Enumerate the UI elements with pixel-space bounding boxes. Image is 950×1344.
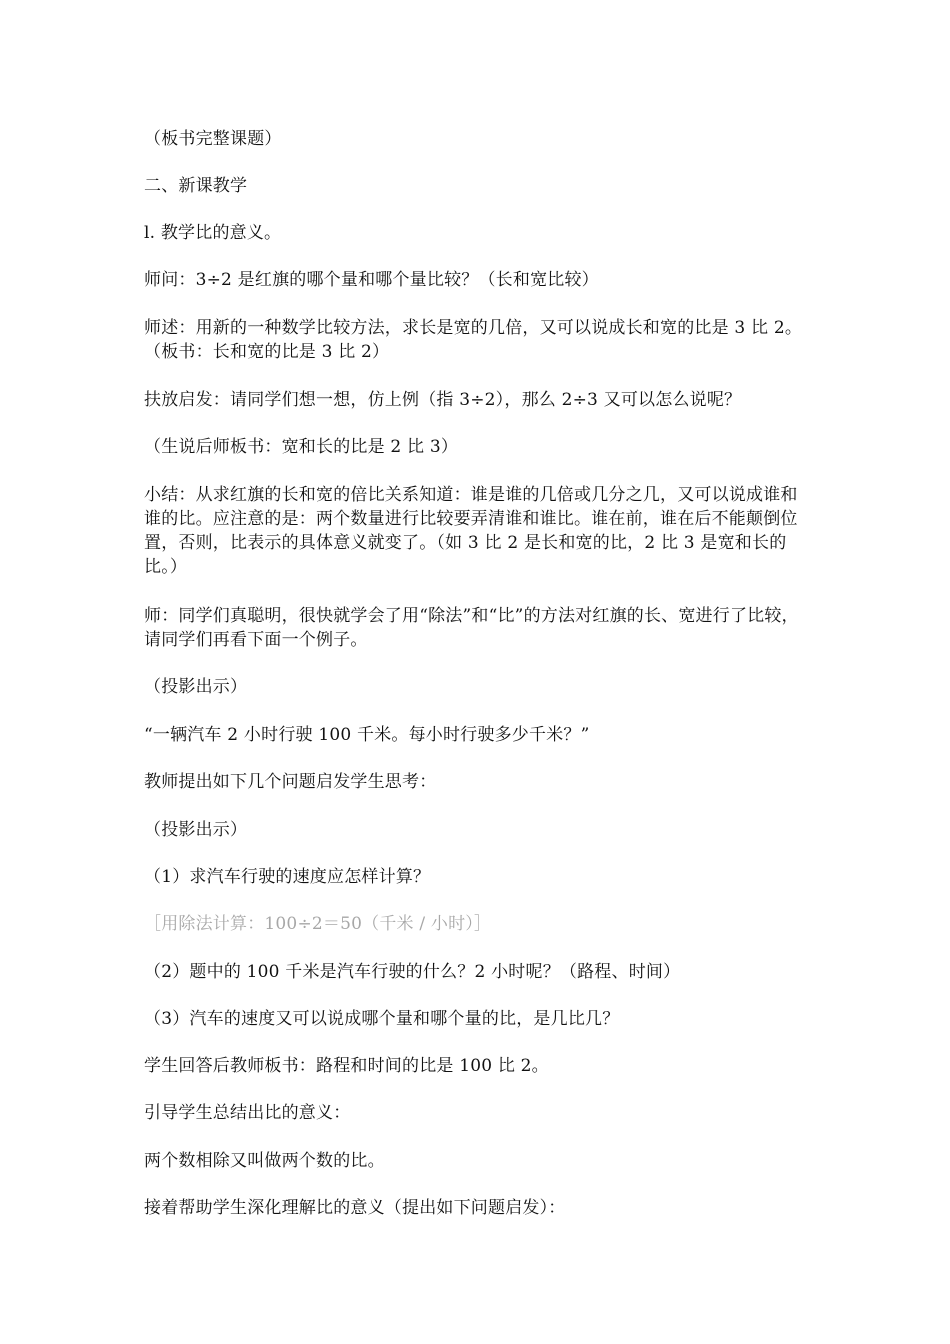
- paragraph-example-problem: “一辆汽车 2 小时行驶 100 千米。每小时行驶多少千米？”: [144, 725, 590, 745]
- paragraph-projection-1: （投影出示）: [144, 677, 248, 697]
- paragraph-board-note: （生说后师板书：宽和长的比是 2 比 3）: [144, 437, 459, 457]
- paragraph-board-answer: 学生回答后教师板书：路程和时间的比是 100 比 2。: [144, 1056, 549, 1076]
- paragraph-guide-summary: 引导学生总结出比的意义：: [144, 1103, 351, 1123]
- paragraph-board-title: （板书完整课题）: [144, 129, 282, 149]
- subheading-meaning-of-ratio: l. 教学比的意义。: [144, 223, 282, 243]
- section-heading-new-lesson: 二、新课教学: [144, 176, 248, 196]
- paragraph-teacher-praise: 师：同学们真聪明，很快就学会了用“除法”和“比”的方法对红旗的长、宽进行了比较，请同学们再看下面一个例子。: [144, 606, 799, 650]
- question-3: （3）汽车的速度又可以说成哪个量和哪个量的比，是几比几？: [144, 1009, 620, 1029]
- question-1: （1）求汽车行驶的速度应怎样计算？: [144, 867, 431, 887]
- paragraph-projection-2: （投影出示）: [144, 820, 248, 840]
- paragraph-teacher-statement: 师述：用新的一种数学比较方法，求长是宽的几倍，又可以说成长和宽的比是 3 比 2。（板书：长和宽的比是 3 比 2）: [144, 318, 803, 362]
- question-2: （2）题中的 100 千米是汽车行驶的什么？2 小时呢？（路程、时间）: [144, 962, 681, 982]
- paragraph-deepen-understanding: 接着帮助学生深化理解比的意义（提出如下问题启发）：: [144, 1198, 566, 1218]
- paragraph-teacher-question: 师问：3÷2 是红旗的哪个量和哪个量比较？（长和宽比较）: [144, 270, 599, 290]
- paragraph-ratio-definition: 两个数相除又叫做两个数的比。: [144, 1151, 385, 1171]
- paragraph-teacher-prompts: 教师提出如下几个问题启发学生思考：: [144, 772, 437, 792]
- paragraph-guided-inspiration: 扶放启发：请同学们想一想，仿上例（指 3÷2），那么 2÷3 又可以怎么说呢？: [144, 390, 742, 410]
- paragraph-summary: 小结：从求红旗的长和宽的倍比关系知道：谁是谁的几倍或几分之几，又可以说成谁和谁的比。应注意的是：两个数量进行比较要弄清谁和谁比。谁在前，谁在后不能颠倒位置，否则，比表示的具体意义就变了。（如 3 比 2 是长和宽的比，2 比 3 是宽和长的比。）: [144, 485, 798, 577]
- answer-1: ［用除法计算：100÷2＝50（千米 / 小时）］: [144, 914, 492, 934]
